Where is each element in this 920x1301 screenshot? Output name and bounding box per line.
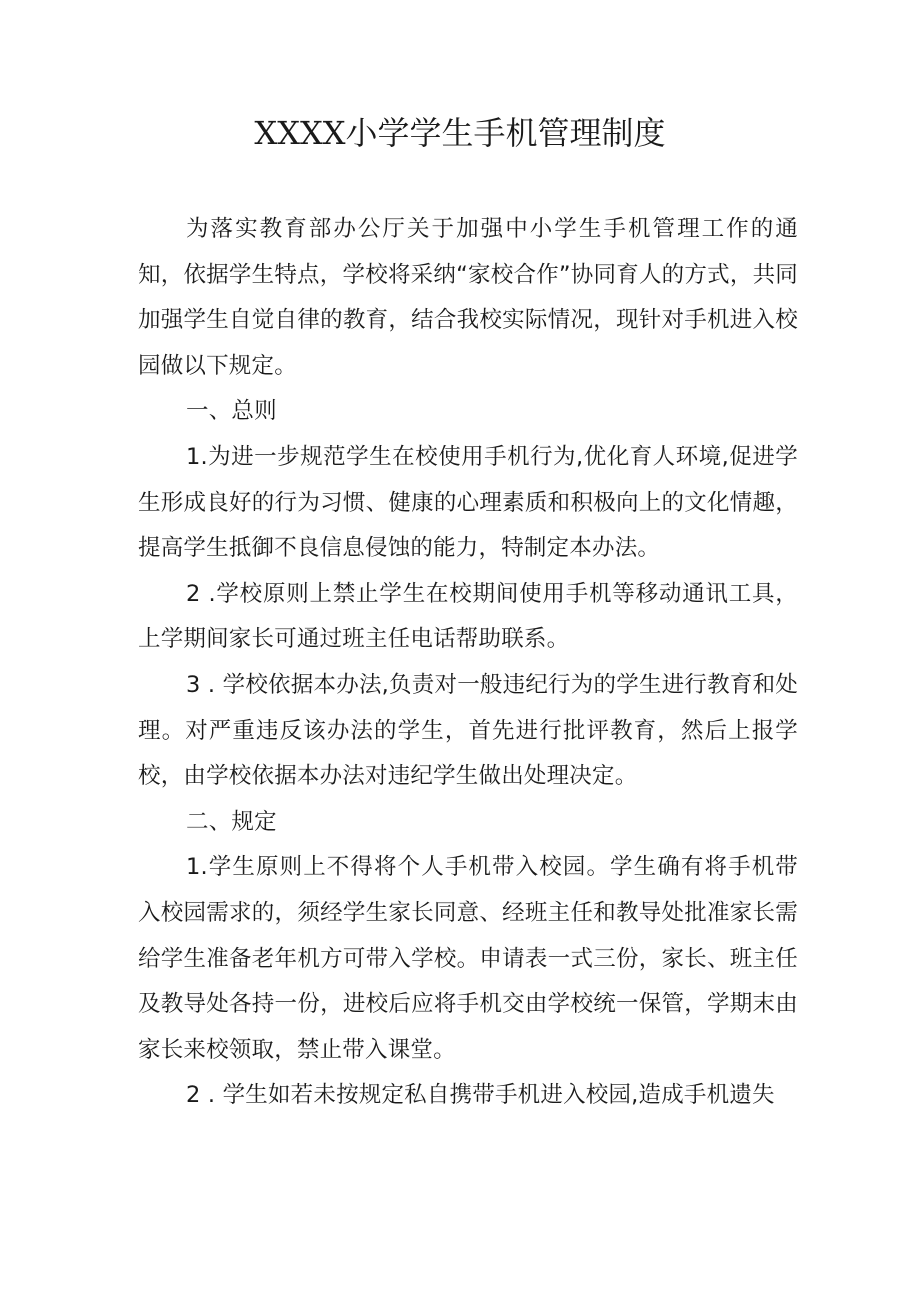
general-item-2: 2 .学校原则上禁止学生在校期间使用手机等移动通讯工具，上学期间家长可通过班主任电话帮助联系。 xyxy=(138,580,798,653)
intro-paragraph: 为落实教育部办公厅关于加强中小学生手机管理工作的通知，依据学生特点，学校将采纳“家校合作”协同育人的方式，共同加强学生自觉自律的教育，结合我校实际情况，现针对手机进入校园做以下规定。 xyxy=(138,216,798,379)
document-body xyxy=(138,207,798,1119)
document-title: XXXX小学学生手机管理制度 xyxy=(254,114,666,152)
general-item-1: 1.为进一步规范学生在校使用手机行为,优化育人环境,促进学生形成良好的行为习惯、健康的心理素质和积极向上的文化情趣，提高学生抵御不良信息侵蚀的能力，特制定本办法。 xyxy=(138,443,798,562)
section-heading-rules: 二、规定 xyxy=(186,808,277,835)
rules-item-2: 2 . 学生如若未按规定私自携带手机进入校园,造成手机遗失 xyxy=(186,1082,775,1109)
section-heading-general: 一、总则 xyxy=(186,398,277,425)
general-item-3: 3 . 学校依据本办法,负责对一般违纪行为的学生进行教育和处理。对严重违反该办法的学生，首先进行批评教育，然后上报学校，由学校依据本办法对违纪学生做出处理决定。 xyxy=(138,671,798,790)
rules-item-1: 1.学生原则上不得将个人手机带入校园。学生确有将手机带入校园需求的，须经学生家长同意、经班主任和教导处批准家长需给学生准备老年机方可带入学校。申请表一式三份，家长、班主任及教导处各持一份，进校后应将手机交由学校统一保管，学期末由家长来校领取，禁止带入课堂。 xyxy=(138,854,798,1063)
